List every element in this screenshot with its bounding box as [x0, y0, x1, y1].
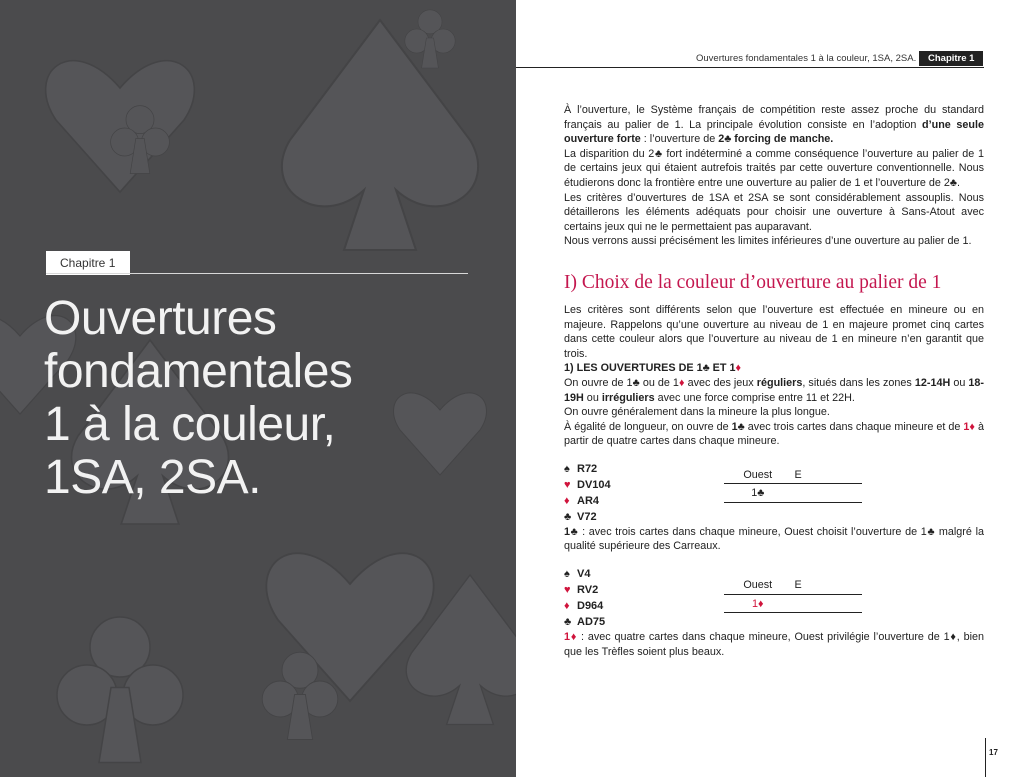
- text-run: À l’ouverture, le Système français de compétition reste assez proche du standard français au palier de 1. La principale évolution consiste en l’adoption: [564, 104, 984, 131]
- empty-bid: [792, 486, 863, 501]
- col-west: Ouest: [743, 468, 773, 481]
- hand-spades: [564, 566, 590, 582]
- col-east: E: [794, 579, 802, 592]
- chapter-label: Chapitre 1: [46, 251, 130, 275]
- auction-table: [724, 468, 862, 503]
- text-run: : l’ouverture de: [640, 133, 719, 146]
- bold-run: 12-14H: [914, 376, 951, 389]
- hand-example-2: [564, 566, 984, 656]
- subheading-text: ET 1: [709, 362, 736, 375]
- holding: RV2: [577, 584, 599, 597]
- heart-icon: ♥: [564, 584, 571, 597]
- right-page: [516, 0, 1033, 777]
- diamond-icon: ♦: [564, 600, 570, 613]
- holding: R72: [577, 462, 598, 475]
- chapter-badge: Chapitre 1: [919, 51, 983, 66]
- chapter-title-line: 1 à la couleur,: [44, 398, 336, 451]
- bold-run: 1♦: [963, 420, 975, 433]
- subheading: [564, 361, 984, 376]
- text-run: : avec quatre cartes dans chaque mineure, Ouest privilégie l’ouverture de 1♦, bien que les Trèfles soient plus beaux.: [564, 631, 984, 658]
- club-icon: ♣: [564, 616, 572, 629]
- holding: D964: [577, 600, 604, 613]
- bid: 1♦: [751, 597, 764, 610]
- club-icon: ♣: [632, 376, 640, 389]
- holding: AR4: [577, 494, 600, 507]
- text-run: : avec trois cartes dans chaque mineure, Ouest choisit l’ouverture de 1♣ malgré la qualité supérieure des Carreaux.: [564, 525, 984, 553]
- holding: AD75: [577, 616, 606, 629]
- text-run: avec des jeux: [684, 376, 757, 389]
- hand-clubs: [564, 614, 605, 630]
- intro-paragraph: Les critères d’ouvertures de 1SA et 2SA se sont considérablement assouplis. Nous détaillerons les éléments adéquats pour choisir une ouverture à Sans-Atout avec certains jeux qui ne le permettaient pas auparavant.: [564, 191, 984, 233]
- chapter-title-line: Ouvertures: [44, 292, 277, 345]
- diamond-icon: ♦: [564, 494, 570, 507]
- section-title: I) Choix de la couleur d’ouverture au palier de 1: [564, 271, 942, 293]
- auction-row: [724, 595, 862, 614]
- heart-icon: ♥: [564, 478, 571, 491]
- left-page: [0, 0, 516, 777]
- spade-icon: ♠: [564, 568, 570, 581]
- chapter-title-line: fondamentales: [44, 345, 353, 398]
- bold-run: d’une seule ouverture forte: [564, 118, 984, 146]
- hand-example-1: [564, 461, 984, 551]
- section-paragraph: Les critères sont différents selon que l’ouverture est effectuée en mineure ou en majeure. Rappelons qu’une ouverture au niveau de 1 en majeure promet cinq cartes dans cette couleur alors que l’ouverture au niveau de 1 en mineure n’en garantit que trois.: [564, 303, 984, 360]
- page-body: [564, 103, 984, 659]
- page-number: 17: [989, 748, 998, 757]
- hand-spades: [564, 461, 597, 477]
- text-run: À égalité de longueur, on ouvre de: [564, 420, 732, 433]
- text-run: ou: [950, 376, 969, 389]
- subheading-text: 1) LES OUVERTURES DE 1: [564, 362, 703, 375]
- text-run: avec une force comprise entre 11 et 22H.: [654, 391, 855, 404]
- text-run: ou de 1: [639, 376, 679, 389]
- col-west: Ouest: [743, 579, 773, 592]
- equality-paragraph: [564, 420, 984, 449]
- openings-paragraph: [564, 376, 984, 405]
- auction-header: [724, 468, 862, 485]
- hand-diamonds: [564, 493, 599, 509]
- auction-table: [724, 578, 862, 613]
- diamond-icon: ♦: [678, 376, 685, 389]
- bold-run: 2♣ forcing de manche.: [718, 133, 834, 146]
- text-run: avec trois cartes dans chaque mineure et de: [744, 420, 964, 433]
- club-icon: ♣: [564, 510, 572, 523]
- intro-paragraph: La disparition du 2♣ fort indéterminé a comme conséquence l’ouverture au palier de 1 de certains jeux qui étaient autrefois traités par cette ouverture conventionnelle. Nous étudierons donc la frontière entre une ouverture au palier de 1 et l’ouverture de 2♣.: [564, 147, 984, 189]
- hand-diamonds: [564, 598, 603, 614]
- chapter-title-line: 1SA, 2SA.: [44, 451, 261, 504]
- text-run: ou: [583, 391, 602, 404]
- text-run: à partir de quatre cartes dans chaque mineure.: [564, 420, 984, 448]
- spade-icon: ♠: [564, 462, 570, 475]
- holding: V72: [577, 510, 597, 523]
- bid: 1♣: [751, 487, 765, 500]
- hand-clubs: [564, 509, 597, 525]
- bold-run: 1♣: [731, 420, 745, 433]
- empty-bid: [792, 597, 863, 612]
- header-rule: [516, 67, 984, 68]
- col-east: E: [794, 468, 802, 481]
- text-run: On ouvre de 1: [564, 376, 633, 389]
- auction-row: [724, 484, 862, 503]
- intro-paragraph: [564, 103, 984, 147]
- bold-run: 1♣: [564, 525, 579, 538]
- page-number-rule: [985, 738, 986, 777]
- bold-run: 18-19H: [564, 376, 984, 404]
- bold-run: irréguliers: [601, 391, 655, 404]
- chapter-rule: [46, 273, 468, 274]
- hand-hearts: [564, 582, 598, 598]
- auction-header: [724, 578, 862, 595]
- bold-run: réguliers: [756, 376, 803, 389]
- hand-hearts: [564, 477, 611, 493]
- holding: V4: [577, 568, 591, 581]
- running-header: Ouvertures fondamentales 1 à la couleur, 1SA, 2SA.: [696, 53, 917, 64]
- bold-run: 1♦: [564, 631, 578, 644]
- chapter-title: [44, 292, 352, 504]
- general-paragraph: On ouvre généralement dans la mineure la plus longue.: [564, 406, 830, 419]
- diamond-icon: ♦: [735, 362, 742, 375]
- intro-paragraph: Nous verrons aussi précisément les limites inférieures d’une ouverture au palier de 1.: [564, 235, 972, 248]
- club-icon: ♣: [702, 362, 710, 375]
- text-run: , situés dans les zones: [802, 376, 915, 389]
- holding: DV104: [577, 478, 611, 491]
